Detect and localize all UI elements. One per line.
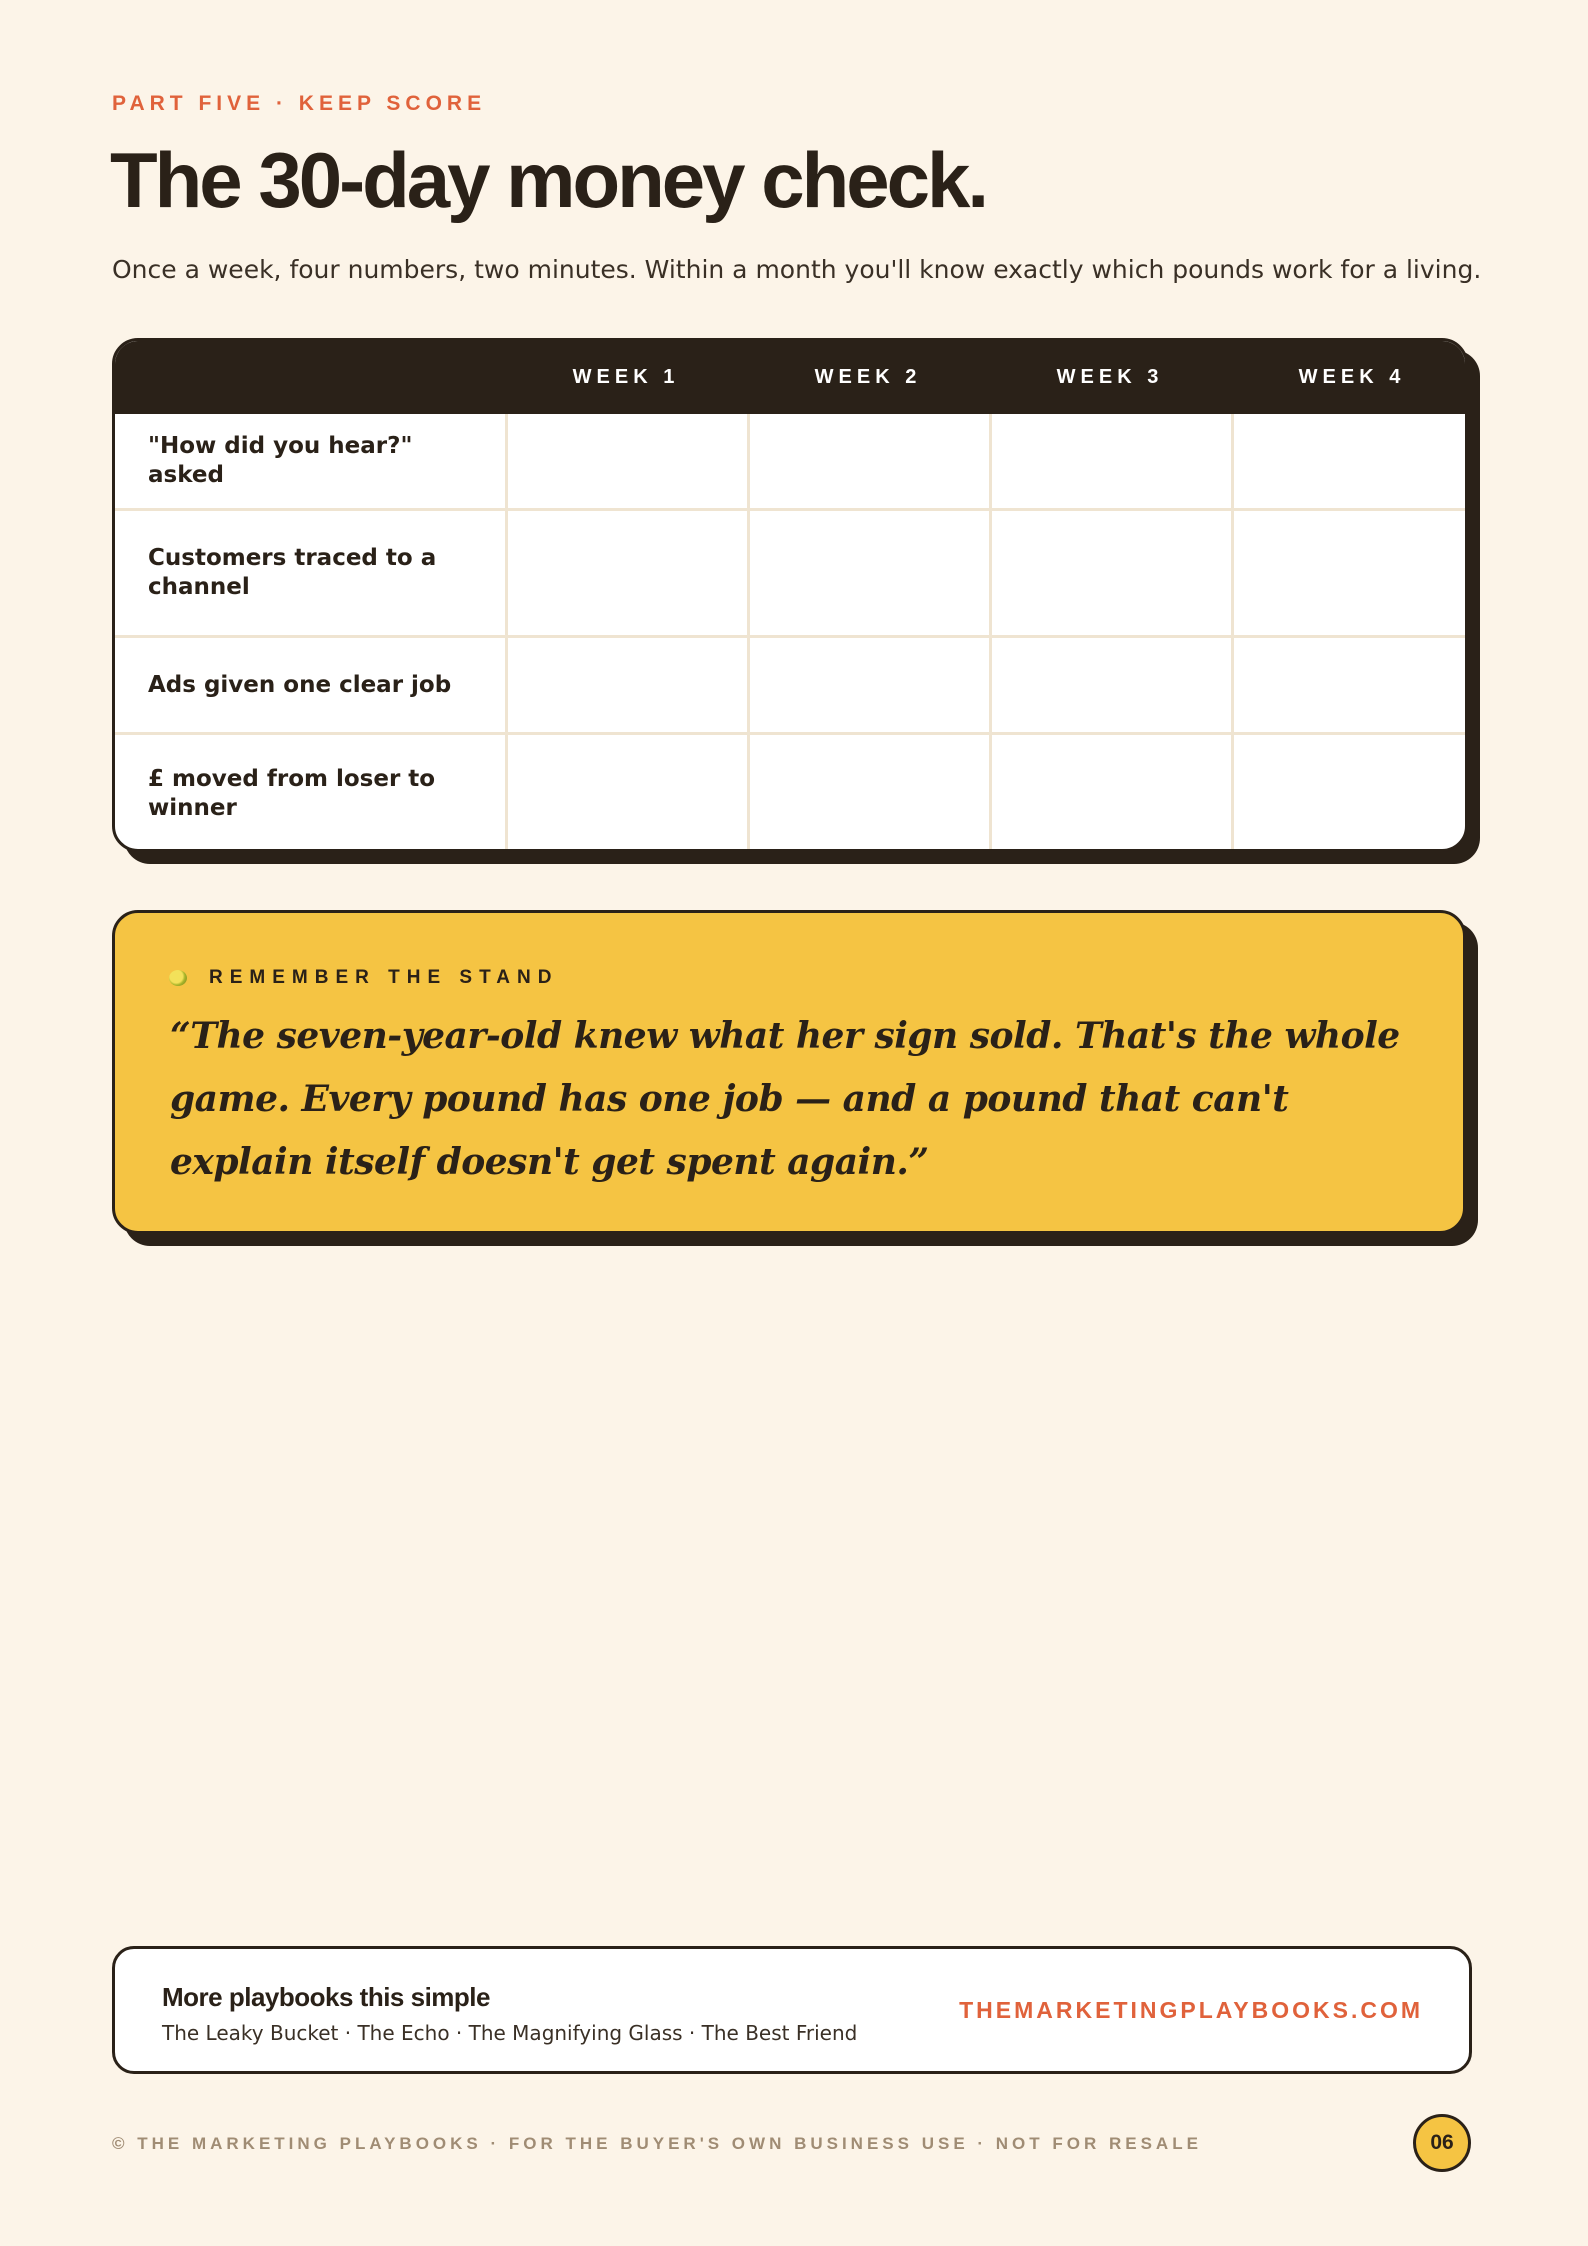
page-title: The 30-day money check. bbox=[110, 136, 987, 224]
table-cell[interactable] bbox=[747, 735, 989, 852]
table-row bbox=[115, 508, 1465, 635]
table-cell[interactable] bbox=[989, 414, 1231, 508]
table-cell[interactable] bbox=[747, 638, 989, 732]
table-row bbox=[115, 635, 1465, 732]
row-label: £ moved from loser to winner bbox=[148, 765, 436, 821]
table-cell[interactable] bbox=[505, 638, 747, 732]
row-label: "How did you hear?" asked bbox=[148, 433, 413, 488]
column-header-week-2: WEEK 2 bbox=[814, 366, 922, 388]
quote-callout bbox=[112, 910, 1478, 1246]
table-cell[interactable] bbox=[505, 735, 747, 852]
quote-eyebrow bbox=[169, 967, 558, 989]
row-label: Customers traced to a channel bbox=[148, 545, 437, 600]
row-label: Ads given one clear job bbox=[148, 671, 452, 698]
lemon-icon bbox=[169, 970, 187, 986]
table-cell[interactable] bbox=[505, 511, 747, 635]
promo-subtitle: The Leaky Bucket · The Echo · The Magnifying Glass · The Best Friend bbox=[162, 2021, 858, 2045]
column-header-week-4: WEEK 4 bbox=[1298, 366, 1406, 388]
table-cell[interactable] bbox=[505, 414, 747, 508]
table-cell[interactable] bbox=[747, 414, 989, 508]
table-cell[interactable] bbox=[1231, 735, 1468, 852]
table-cell[interactable] bbox=[989, 638, 1231, 732]
quote-text: “The seven-year-old knew what her sign sold. That's the whole game. Every pound has one job — and a pound that can't explain itself doesn't get spent again.” bbox=[170, 1015, 1400, 1183]
table-row bbox=[115, 414, 1465, 508]
tracking-table bbox=[112, 338, 1468, 852]
column-header-week-1: WEEK 1 bbox=[572, 366, 680, 388]
table-cell[interactable] bbox=[989, 511, 1231, 635]
quote-card bbox=[112, 910, 1466, 1234]
promo-card bbox=[112, 1946, 1472, 2074]
column-header-week-3: WEEK 3 bbox=[1056, 366, 1164, 388]
table-cell[interactable] bbox=[1231, 414, 1468, 508]
table-cell[interactable] bbox=[1231, 638, 1468, 732]
legal-notice: © THE MARKETING PLAYBOOKS · FOR THE BUYER'S OWN BUSINESS USE · NOT FOR RESALE bbox=[112, 2134, 1202, 2153]
table-header bbox=[115, 341, 1465, 414]
table-cell[interactable] bbox=[1231, 511, 1468, 635]
table-cell[interactable] bbox=[747, 511, 989, 635]
quote-label: REMEMBER THE STAND bbox=[209, 967, 559, 988]
website-link[interactable]: THEMARKETINGPLAYBOOKS.COM bbox=[959, 1997, 1423, 2023]
table-card bbox=[112, 338, 1468, 852]
table-cell[interactable] bbox=[989, 735, 1231, 852]
section-eyebrow: PART FIVE · KEEP SCORE bbox=[112, 92, 487, 115]
promo-title: More playbooks this simple bbox=[162, 1982, 490, 2012]
page-number-badge: 06 bbox=[1413, 2114, 1471, 2172]
intro-text: Once a week, four numbers, two minutes. Within a month you'll know exactly which pounds work for a living. bbox=[112, 255, 1482, 284]
table-row bbox=[115, 732, 1465, 852]
